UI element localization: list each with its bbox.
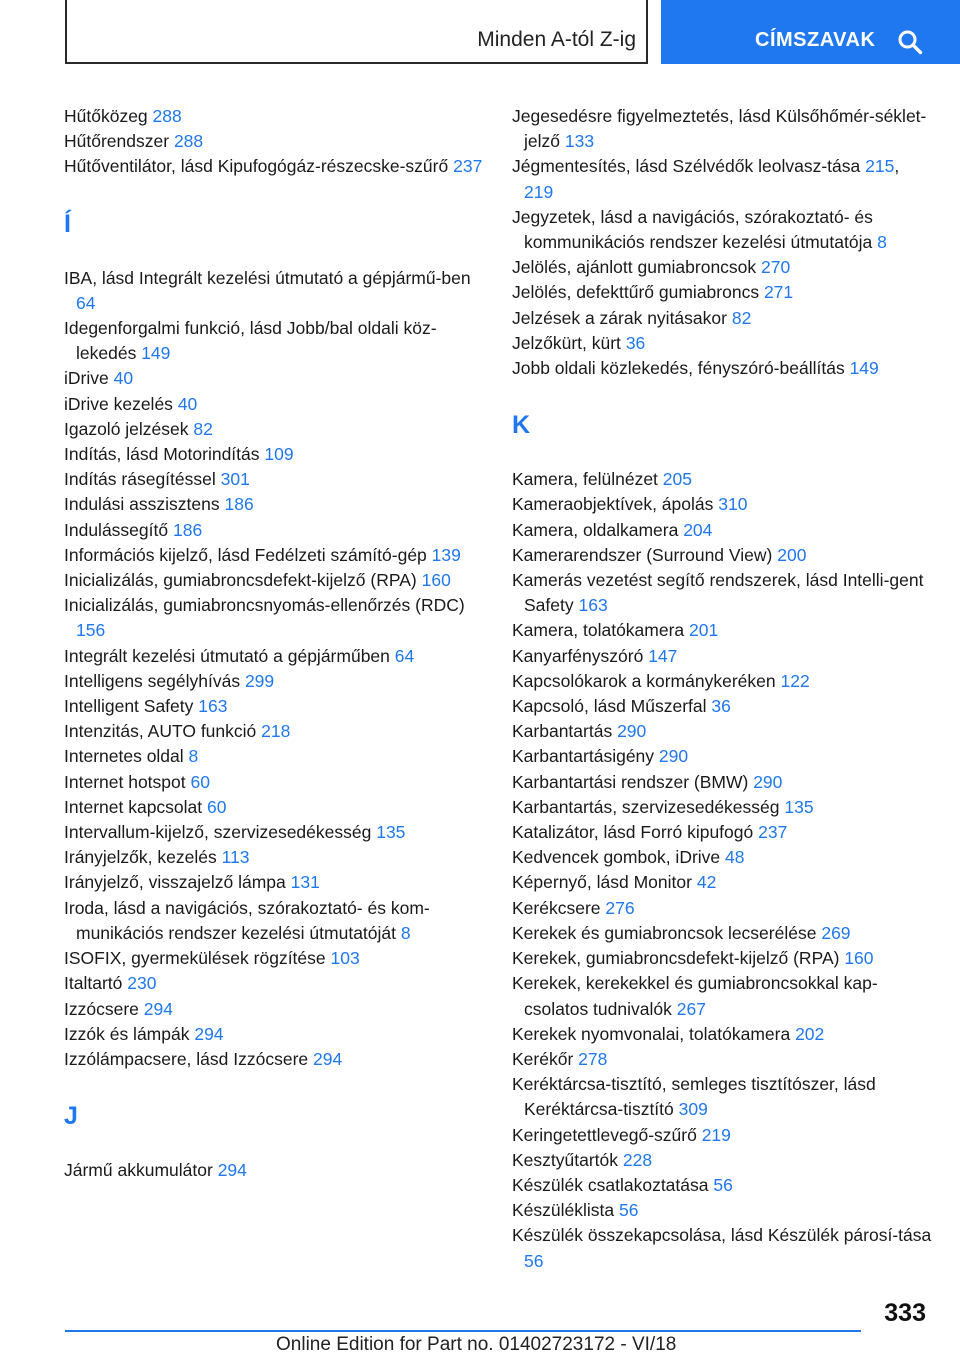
page-reference-link[interactable]: 271 [763,282,794,303]
index-entry [512,255,932,280]
index-entry-term: Jegesedésre figyelmeztetés, lásd Külsőhőmér-séklet-jelző [512,106,927,152]
index-entry-term: Jobb oldali közlekedés, fényszóró-beállítás [512,358,845,379]
page-reference-link[interactable]: 276 [605,897,635,918]
index-entry-term: Izzólámpacsere, lásd Izzócsere [64,1048,309,1069]
page-reference-link[interactable]: 163 [198,696,228,717]
header-keywords-tab[interactable] [661,0,960,64]
index-entry [64,129,484,154]
page-reference-link[interactable]: 163 [578,595,608,616]
index-entry-term: Karbantartás [512,721,613,742]
page-reference-link[interactable]: 8 [400,922,411,943]
index-entry [64,644,484,669]
index-entry-term: Jegyzetek, lásd a navigációs, szórakoztató- és kommunikációs rendszer kezelési útmutatója [512,206,873,253]
page-reference-link[interactable]: 82 [193,418,213,439]
index-entry-term: Irányjelző, visszajelző lámpa [64,872,286,893]
page-reference-link[interactable]: 103 [330,948,360,969]
index-entry-term: Integrált kezelési útmutató a gépjárműben [64,645,390,666]
index-entry [512,618,932,643]
page-reference-link[interactable]: 56 [619,1200,639,1221]
index-entry [512,1047,932,1072]
index-entry-term: Internetes oldal [64,746,184,767]
page-reference-link[interactable]: 219 [524,181,554,202]
page-reference-link[interactable]: 186 [224,494,254,515]
index-entry-term: Hűtőventilátor, lásd Kipufogógáz-részecske-szűrő [64,156,449,177]
index-entry [64,997,484,1022]
keywords-label: CÍMSZAVAK [755,29,876,51]
index-entry-term: Internet kapcsolat [64,796,203,817]
page-reference-link[interactable]: 237 [453,156,483,177]
index-entry [512,770,932,795]
page-reference-link[interactable]: 269 [821,922,851,943]
page-reference-link[interactable]: 310 [718,494,748,515]
index-entry [64,770,484,795]
index-entry [64,870,484,895]
index-entry-term: Kamerás vezetést segítő rendszerek, lásd Intelli-gent Safety [512,570,924,616]
index-entry [512,568,932,618]
index-entry [512,921,932,946]
page-reference-link[interactable]: 205 [662,469,692,490]
index-entry-term: Internet hotspot [64,771,186,792]
index-entry-term: Készülék csatlakoztatása [512,1174,709,1195]
index-entry [64,568,484,593]
index-entry [512,1123,932,1148]
index-entry [64,543,484,568]
page-reference-link[interactable]: 131 [290,872,320,893]
index-entry [512,280,932,305]
index-entry [512,896,932,921]
page-reference-link[interactable]: 230 [127,973,157,994]
index-entry [512,719,932,744]
index-entry-term: Intervallum-kijelző, szervizesedékesség [64,822,372,843]
index-entry [512,971,932,1021]
index-entry [64,669,484,694]
index-letter-heading: Í [64,209,71,238]
index-entry [512,1198,932,1223]
index-entry [64,392,484,417]
page-reference-link[interactable]: 42 [696,872,717,893]
page-reference-link[interactable]: 56 [524,1250,544,1271]
page-reference-link[interactable]: 201 [689,620,719,641]
index-entry [512,467,932,492]
index-entry [512,492,932,517]
index-entry [64,366,484,391]
page-reference-link[interactable]: 309 [678,1099,708,1120]
index-entry [64,795,484,820]
index-letter-heading: K [512,411,531,440]
index-entry-term: Hűtőközeg [64,106,148,126]
index-entry-term: Iroda, lásd a navigációs, szórakoztató- és kom-munikációs rendszer kezelési útmutatóját [64,897,430,943]
index-entry [512,543,932,568]
index-entry [512,1072,932,1122]
page-reference-link[interactable]: 186 [172,519,203,540]
page-reference-link[interactable]: 135 [784,796,814,817]
page-reference-link[interactable]: 40 [113,368,134,389]
index-entry-term: Képernyő, lásd Monitor [512,872,692,893]
index-entry [512,1148,932,1173]
index-entry-term: Izzócsere [64,998,139,1019]
footer-divider [65,1330,861,1332]
index-entry [64,896,484,946]
index-entry-term: Jármű akkumulátor [64,1160,213,1181]
index-entry-term: ISOFIX, gyermekülések rögzítése [64,948,326,969]
page-reference-link[interactable]: 270 [761,257,791,278]
index-entry-term: Kesztyűtartók [512,1149,619,1170]
index-entry-term: Kerékőr [512,1048,574,1069]
index-entry [64,1022,484,1047]
index-entry [64,104,484,129]
index-entry-term: Keréktárcsa-tisztító, semleges tisztítószer, lásd Keréktárcsa-tisztító [512,1074,876,1120]
page-reference-link[interactable]: 202 [795,1023,825,1044]
index-entry-term: Kedvencek gombok, iDrive [512,847,721,868]
index-entry [64,593,484,643]
a-to-z-label: Minden A-tól Z-ig [477,28,636,51]
index-entry [64,1047,484,1072]
page-reference-link[interactable]: 294 [217,1160,247,1181]
page-reference-link[interactable]: 278 [578,1048,608,1069]
index-entry-term: Intelligent Safety [64,696,194,717]
index-entry-term: Irányjelzők, kezelés [64,847,217,868]
index-entry [512,694,932,719]
page-reference-link[interactable]: 218 [261,721,291,742]
page-reference-link[interactable]: 288 [152,106,182,126]
index-entry [512,356,932,381]
index-entry-term: Keringetettlevegő-szűrő [512,1124,697,1145]
search-icon[interactable] [897,29,923,55]
page-reference-link[interactable]: 290 [658,746,689,767]
page-reference-link[interactable]: 290 [617,721,647,742]
page-reference-link[interactable]: 64 [394,645,415,666]
page-reference-link[interactable]: 149 [849,358,879,379]
index-entry [512,744,932,769]
index-entry-term: Jelölés, ajánlott gumiabroncsok [512,257,757,278]
page-reference-link[interactable]: 301 [220,469,250,490]
index-entry [512,1173,932,1198]
index-entry-term: Információs kijelző, lásd Fedélzeti számító-gép [64,544,427,565]
index-entry-term: Jelölés, defekttűrő gumiabroncs [512,282,760,303]
index-entry-term: Kapcsolókarok a kormánykeréken [512,670,776,691]
index-entry-term: Katalizátor, lásd Forró kipufogó [512,822,754,843]
index-entry [64,492,484,517]
index-entry-term: iDrive [64,368,109,389]
index-entry-term: iDrive kezelés [64,393,173,414]
index-entry-term: Kameraobjektívek, ápolás [512,494,714,515]
page-reference-link[interactable]: 60 [207,796,227,817]
index-entry-term: Kerekek, kerekekkel és gumiabroncsokkal kap-csolatos tudnivalók [512,973,878,1019]
index-entry [64,266,484,316]
index-entry-term: Intenzitás, AUTO funkció [64,721,257,742]
page-reference-link[interactable]: 294 [143,998,173,1019]
index-entry-term: Karbantartási rendszer (BMW) [512,771,749,792]
index-entry [512,795,932,820]
page-reference-link[interactable]: 215 [865,156,895,177]
index-entry-term: Indulási asszisztens [64,494,220,515]
footer-edition-text: Online Edition for Part no. 01402723172 - VI/18 [276,1334,677,1355]
page-reference-link[interactable]: 288 [173,131,204,152]
page-reference-link[interactable]: 228 [622,1149,653,1170]
index-letter-heading: J [64,1102,78,1131]
index-entry [512,331,932,356]
page-reference-link[interactable]: 133 [564,131,595,152]
index-entry-term: Kamerarendszer (Surround View) [512,544,773,565]
index-entry-term: Kanyarfényszóró [512,645,644,666]
index-entry [512,1022,932,1047]
page-reference-link[interactable]: 64 [76,292,96,313]
page-reference-link[interactable]: 8 [877,232,887,253]
index-entry-term: Kamera, tolatókamera [512,620,685,641]
index-entry [512,669,932,694]
index-entry-term: Karbantartás, szervizesedékesség [512,796,780,817]
index-entry-term: Kamera, oldalkamera [512,519,679,540]
index-entry [512,205,932,255]
page-reference-link[interactable]: 82 [731,307,752,328]
page-reference-link[interactable]: 48 [725,847,745,868]
index-entry-term: IBA, lásd Integrált kezelési útmutató a gépjármű-ben [64,267,471,288]
page-reference-link[interactable]: 109 [264,444,294,465]
page-reference-link[interactable]: 36 [625,332,646,353]
page-reference-link[interactable]: 156 [76,620,106,641]
index-entry-term: Intelligens segélyhívás [64,670,241,691]
page-reference-link[interactable]: 36 [711,696,731,717]
index-entry-term: Jelzőkürt, kürt [512,332,621,353]
index-entry-term: Jégmentesítés, lásd Szélvédők leolvasz-tása [512,156,861,177]
page-reference-link[interactable]: 60 [190,771,210,792]
page-reference-link[interactable]: 200 [777,544,807,565]
header-a-to-z-tab[interactable] [65,0,648,64]
index-entry-term: Karbantartásigény [512,746,655,767]
index-entry [512,845,932,870]
page-reference-link[interactable]: 299 [244,670,275,691]
index-entry [512,946,932,971]
page-reference-link[interactable]: 40 [177,393,198,414]
index-column-left [64,104,484,1183]
index-entry-term: Italtartó [64,973,123,994]
index-entry [512,644,932,669]
page-reference-link[interactable]: 147 [648,645,678,666]
page-reference-link[interactable]: 267 [676,998,706,1019]
index-entry-term: Indítás rásegítéssel [64,469,216,490]
index-entry-term: Izzók és lámpák [64,1023,190,1044]
index-entry [64,1158,484,1183]
index-entry-term: Készüléklista [512,1200,615,1221]
index-entry-term: Indítás, lásd Motorindítás [64,444,260,465]
index-entry-term: Hűtőrendszer [64,131,170,152]
page-reference-link[interactable]: 113 [221,847,250,868]
page-reference-link[interactable]: 204 [683,519,713,540]
index-entry [64,154,484,179]
index-entry [512,820,932,845]
page-reference-link[interactable]: 122 [780,670,810,691]
index-entry [64,417,484,442]
index-entry-term: Jelzések a zárak nyitásakor [512,307,727,328]
index-entry-term: Kerekek nyomvonalai, tolatókamera [512,1023,791,1044]
page-reference-link[interactable]: 219 [701,1124,731,1145]
index-entry-term: Kerékcsere [512,897,601,918]
page-reference-link[interactable]: 294 [194,1023,224,1044]
index-entry [512,104,932,154]
index-column-right [512,104,932,1274]
index-entry-term: Inicializálás, gumiabroncsnyomás-ellenőrzés (RDC) [64,595,465,616]
index-entry [64,971,484,996]
page-number: 333 [884,1299,926,1327]
index-entry [64,467,484,492]
index-entry [64,694,484,719]
index-entry-term: Igazoló jelzések [64,418,189,439]
page-reference-link[interactable]: 160 [844,948,874,969]
page-reference-link[interactable]: 237 [758,822,788,843]
index-entry-term: Kamera, felülnézet [512,469,658,490]
index-entry-term: Inicializálás, gumiabroncsdefekt-kijelző (RPA) [64,570,417,591]
index-entry [64,442,484,467]
page-reference-link[interactable]: 160 [421,570,451,591]
index-entry [64,719,484,744]
index-entry-term: Indulássegítő [64,519,169,540]
index-entry: Jégmentesítés, lásd Szélvédők leolvasz-tása 215, 219 [512,156,900,202]
page-reference-link[interactable]: 8 [188,746,199,767]
index-entry [512,870,932,895]
index-entry [512,518,932,543]
index-entry-term: Kapcsoló, lásd Műszerfal [512,696,707,717]
index-entry-term: Idegenforgalmi funkció, lásd Jobb/bal oldali köz-lekedés [64,318,437,364]
index-entry [64,820,484,845]
page-reference-link[interactable]: 135 [376,822,406,843]
index-entry [64,946,484,971]
index-entry [64,518,484,543]
index-entry [512,1223,932,1273]
page-reference-link[interactable]: 139 [431,544,461,565]
page-reference-link[interactable]: 290 [753,771,783,792]
page-reference-link[interactable]: 56 [713,1174,733,1195]
index-entry-term: Kerekek, gumiabroncsdefekt-kijelző (RPA) [512,948,840,969]
page-reference-link[interactable]: 149 [141,343,171,364]
index-entry [64,316,484,366]
page-reference-link[interactable]: 294 [313,1048,343,1069]
index-entry-term: Kerekek és gumiabroncsok lecserélése [512,922,817,943]
index-entry-term: Készülék összekapcsolása, lásd Készülék párosí-tása [512,1225,932,1246]
index-entry [64,744,484,769]
index-entry [512,306,932,331]
index-entry [64,845,484,870]
